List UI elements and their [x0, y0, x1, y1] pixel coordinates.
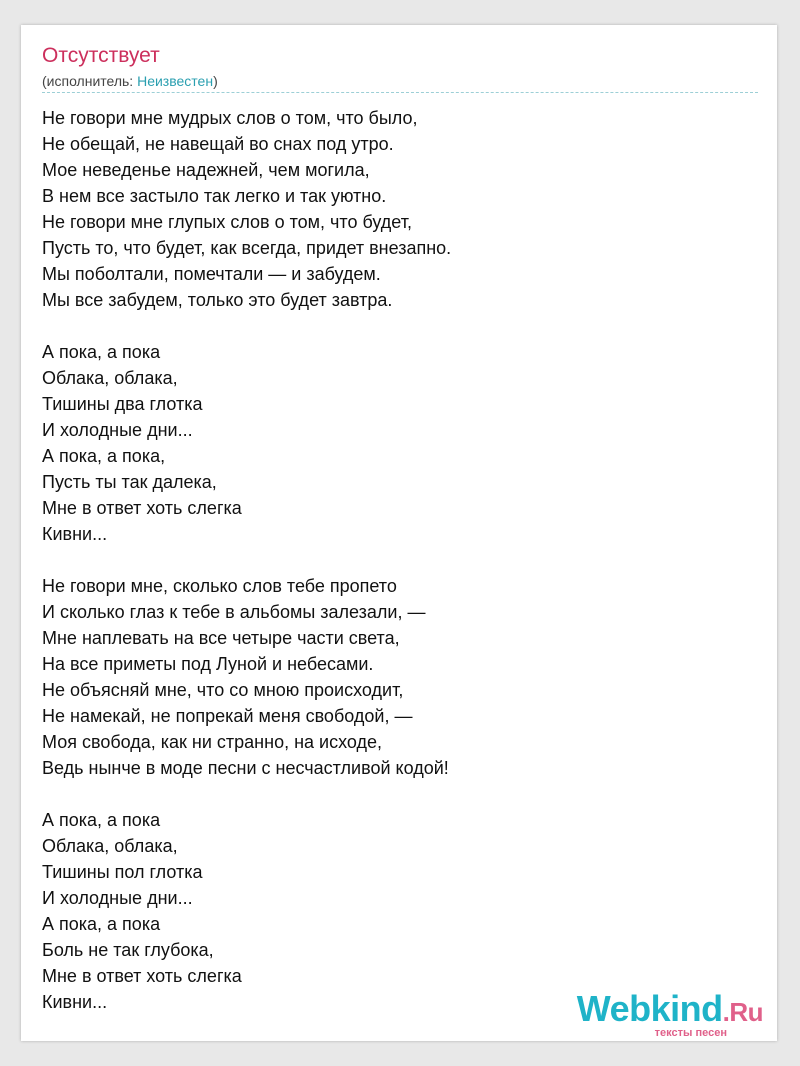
- artist-prefix: (исполнитель:: [42, 73, 138, 89]
- song-title: Отсутствует: [42, 44, 160, 67]
- lyric-line: Ведь нынче в моде песни с несчастливой кодой!: [42, 758, 449, 778]
- lyric-line: Мне в ответ хоть слегка: [42, 498, 242, 518]
- lyric-line: И холодные дни...: [42, 420, 193, 440]
- site-logo[interactable]: [577, 990, 763, 1039]
- stanza-gap: [42, 781, 451, 807]
- lyric-line: Мне в ответ хоть слегка: [42, 966, 242, 986]
- artist-line: [42, 73, 218, 89]
- lyric-line: Не объясняй мне, что со мною происходит,: [42, 680, 404, 700]
- artist-suffix: ): [213, 73, 218, 89]
- lyric-line: Кивни...: [42, 524, 108, 544]
- stanza-gap: [42, 547, 451, 573]
- divider: [42, 92, 758, 93]
- lyric-line: Мне наплевать на все четыре части света,: [42, 628, 400, 648]
- lyric-line: Мы поболтали, помечтали — и забудем.: [42, 264, 381, 284]
- lyric-line: А пока, а пока: [42, 342, 161, 362]
- lyric-line: А пока, а пока: [42, 810, 161, 830]
- lyric-line: Мое неведенье надежней, чем могила,: [42, 160, 370, 180]
- lyric-line: И сколько глаз к тебе в альбомы залезали, —: [42, 602, 426, 622]
- stanza-gap: [42, 313, 451, 339]
- lyric-line: А пока, а пока,: [42, 446, 166, 466]
- lyrics-body: [42, 105, 451, 1015]
- lyric-line: Моя свобода, как ни странно, на исходе,: [42, 732, 383, 752]
- lyric-line: Не говори мне мудрых слов о том, что было,: [42, 108, 418, 128]
- lyric-line: Не обещай, не навещай во снах под утро.: [42, 134, 394, 154]
- lyric-line: Пусть ты так далека,: [42, 472, 217, 492]
- lyric-line: Облака, облака,: [42, 836, 178, 856]
- lyric-line: Тишины два глотка: [42, 394, 203, 414]
- lyric-line: На все приметы под Луной и небесами.: [42, 654, 374, 674]
- lyric-line: А пока, а пока: [42, 914, 161, 934]
- artist-link[interactable]: Неизвестен: [137, 73, 214, 89]
- logo-tld: .Ru: [722, 997, 763, 1027]
- lyric-line: Не намекай, не попрекай меня свободой, —: [42, 706, 413, 726]
- lyric-line: Пусть то, что будет, как всегда, придет внезапно.: [42, 238, 452, 258]
- logo-name: Webkind: [576, 988, 723, 1029]
- lyric-line: Тишины пол глотка: [42, 862, 203, 882]
- lyric-line: Кивни...: [42, 992, 108, 1012]
- lyric-line: Не говори мне, сколько слов тебе пропето: [42, 576, 397, 596]
- lyric-line: В нем все застыло так легко и так уютно.: [42, 186, 387, 206]
- lyric-line: Боль не так глубока,: [42, 940, 214, 960]
- lyric-line: Не говори мне глупых слов о том, что будет,: [42, 212, 412, 232]
- lyrics-sheet: [21, 25, 777, 1041]
- lyric-line: Облака, облака,: [42, 368, 178, 388]
- lyric-line: И холодные дни...: [42, 888, 193, 908]
- logo-tagline: тексты песен: [654, 1027, 727, 1039]
- lyric-line: Мы все забудем, только это будет завтра.: [42, 290, 393, 310]
